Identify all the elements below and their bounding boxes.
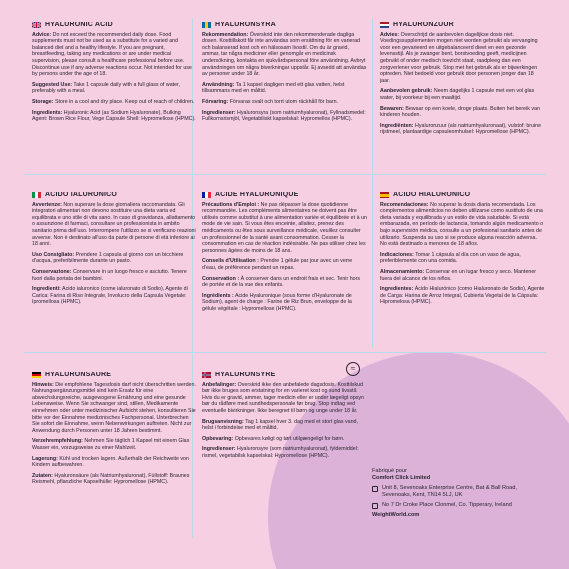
info-paragraph (380, 32, 545, 85)
spain-flag-icon (380, 192, 389, 198)
paragraph-text: Opbevares køligt og tørt utilgængeligt for børn. (234, 435, 345, 442)
paragraph-label: Zutaten: (32, 472, 53, 479)
language-panel (202, 192, 367, 317)
manufacturer-address (372, 468, 532, 519)
paragraph-label: Advice: (32, 31, 52, 38)
paragraph-label: Ingredienti: (32, 286, 61, 293)
paragraph-label: Indicaciones: (380, 251, 414, 258)
paragraph-label: Avvertenze: (32, 201, 62, 208)
paragraph-text: No superar la dosis diaria recomendada. Los complementos alimenticios no deben utilizarse como sustituto de una dieta variada y equilibrada y un estilo de vida saludable. Si está embarazada, en período de lactancia, tomando algún medicamento o bajo supervisión médica, consulte a un profesional sanitario antes de utilizarlo. Suspenda su uso si se produce alguna reacción adversa. No está destinado a menores de 18 años. (380, 201, 544, 248)
paragraph-text: Överskrid inte den rekommenderade dagliga dosen. Kosttillskott får inte användas som ersättning för en varierad och balanserad kost och en hälsosam livsstil. Om du är gravid, ammar, tar några mediciner eller genomgår en medicinsk undersökning, kontakta en sjukvårdspersonal före användning. Avbryt användningen om några biverkningar uppstår. Ej avsedd att användas av personer under 18 år. (202, 31, 367, 78)
panel-title: ÁCIDO HIALURÓNICO (393, 192, 471, 198)
info-paragraph (32, 202, 197, 248)
language-panel (380, 192, 545, 310)
info-paragraph (32, 32, 197, 78)
info-paragraph (380, 286, 545, 306)
paragraph-label: Conservazione: (32, 268, 72, 275)
panel-title: HYALURONSÄURE (45, 372, 112, 378)
paragraph-label: Rekommendation: (202, 31, 249, 38)
paragraph-text: Hyaluronic Acid (as Sodium Hyaluronate), Bulking Agent: Brown Rice Flour, Vege Capsule Shell: Hypromellose (HPMC). (32, 109, 196, 123)
info-paragraph (32, 382, 197, 435)
website-link[interactable]: WeightWorld.com (372, 512, 420, 518)
panel-title: HYALURONSYRA (215, 22, 276, 28)
paragraph-text: Take 1 capsule daily with a full glass of water, preferably with a meal. (32, 81, 181, 95)
paragraph-label: Förvaring: (202, 98, 229, 105)
paragraph-text: Ne pas dépasser la dose quotidienne recommandée. Les compléments alimentaires ne doivent pas être utilisés comme substitut à une alimentation variée et équilibrée et à un mode de vie sain. Si vous êtes enceinte, allaitez, prenez des médicaments ou êtes sous surveillance médicale, veuillez consulter un professionnel de la santé avant consommation. Cesser la consommation en cas de réaction indésirable. Ne pas utiliser chez les personnes âgées de moins de 18 ans. (202, 201, 367, 254)
factory-icon (372, 503, 378, 509)
made-for-label: Fabriqué pour (372, 468, 407, 474)
info-paragraph (202, 258, 367, 271)
info-paragraph (380, 202, 545, 248)
paragraph-label: Conservation : (202, 275, 240, 282)
panel-title: HYALURONSYRE (215, 372, 276, 378)
flag-icon (202, 192, 211, 198)
paragraph-label: Précautions d'Emploi : (202, 201, 260, 208)
paragraph-text: Förvaras svalt och torrt utom räckhåll för barn. (229, 98, 339, 105)
info-paragraph (32, 286, 197, 306)
paragraph-text: Non superare la dose giornaliera raccomandata. Gli integratori alimentari non devono sostituire una dieta varia ed equilibrata e uno stile di vita sano. In caso di gravidanza, allattamento o assunzione di farmaci, consultare un professionista in ambito sanitario prima dell'uso. Interrompere l'utilizzo se si verificano reazioni avverse. Non è destinato all'uso da parte di persone di età inferiore ai 18 anni. (32, 201, 196, 248)
paragraph-text: Overschrijd de aanbevolen dagelijkse dosis niet. Voedingssupplementen mogen niet worden gebruikt als vervanging voor een gevarieerd en uitgebalanceerd dieet en een gezonde levensstijl. Als je zwanger bent, borstvoeding geeft, medicijnen gebruikt of onder medisch toezicht staat, raadpleeg dan een zorgverlener voor gebruik. Stop met het gebruik als er bijwerkingen optreden. Niet bedoeld voor gebruik door personen jonger dan 18 jaar. (380, 31, 538, 84)
paragraph-label: Opbevaring: (202, 435, 234, 442)
address-uk (372, 485, 532, 499)
info-paragraph (380, 252, 545, 265)
info-paragraph (380, 269, 545, 282)
paragraph-text: Overskrid ikke den anbefalede dagsdosis. Kosttilskud bør ikke bruges som erstatning for en varieret kost og sund livsstil. Hvis du er gravid, ammer, tager medicin eller er under lægeligt opsyn bør du rådføre med sundhedspersonale før brug. Stop indtag ved eventuelle bivirkninger. Ikke beregnet til børn og unge under 18 år. (202, 381, 364, 414)
paragraph-text: Conservare in un luogo fresco e asciutto. Tenere fuori dalla portata dei bambini. (32, 268, 187, 282)
paragraph-text: Bewaar op een koele, droge plaats. Buiten het bereik van kinderen houden. (380, 105, 540, 119)
paragraph-text: Hyaluronzuur (als natriumhyaluronaat), vulstof: bruine rijstmeel, plantaardige capsuleomhulsel: Hypromellose (HPMC). (380, 122, 542, 136)
info-paragraph (202, 382, 367, 415)
panel-header (202, 22, 367, 29)
paragraph-label: Brugsanvisning: (202, 418, 244, 425)
paragraph-text: Acido ialuronico (come ialuronato di Sodio), Agente di Carica: Farina di Riso Integrale, Involucro della Capsula Vegetale: Ipromellosa (HPMC). (32, 286, 188, 306)
paragraph-label: Ingrediënten: (380, 122, 414, 129)
language-panel (32, 192, 197, 310)
paragraph-text: Hyaluronsäure (als Natriumhyaluronat), Füllstoff: Braunes Reismehl, pflanzliche Kapselhülle: Hypromellose (HPMC). (32, 472, 190, 486)
info-paragraph (32, 473, 197, 486)
info-paragraph (32, 269, 197, 282)
paragraph-text: Prendere 1 capsula al giorno con un bicchiere d'acqua, preferibilmente durante un pasto. (32, 251, 184, 265)
paragraph-text: Die empfohlene Tagesdosis darf nicht überschritten werden. Nahrungsergänzungsmittel sind kein Ersatz für eine abwechslungsreiche, ausgewogene Ernährung und eine gesunde Lebensweise. Wenn Sie schwanger sind, stillen, Medikamente einnehmen oder unter medizinischer Aufsicht stehen, konsultieren Sie bitte vor der Einnahme medizinisches Fachpersonal. Unterbrechen Sie sofort die Einnahme, wenn Nebenwirkungen auftreten. Nicht zur Anwendung durch Personen unter 18 Jahren bestimmt. (32, 381, 196, 434)
paragraph-label: Uso Consigliato: (32, 251, 75, 258)
info-paragraph (202, 99, 367, 106)
paragraph-text: Acide Hyaluronique (sous forme d'Hyaluronate de Sodium), agent de charge : Farine de Riz Brun, enveloppe de la gélule végétale : Hypromellose (HPMC). (202, 292, 352, 312)
paragraph-label: Ingredienser: (202, 109, 236, 116)
info-paragraph (202, 293, 367, 313)
norway-flag-icon (202, 372, 211, 378)
paragraph-text: Ta 1 kapsel dagligen med ett glas vatten, helst tillsammans med en måltid. (202, 81, 345, 95)
paragraph-text: À conserver dans un endroit frais et sec. Tenir hors de portée et de la vue des enfants. (202, 275, 361, 289)
grid-divider-horizontal-1 (24, 174, 546, 175)
info-paragraph (32, 252, 197, 265)
paragraph-text: Tomar 1 cápsula al día con un vaso de agua, preferiblemente con una comida. (380, 251, 521, 265)
address-ireland (372, 502, 532, 509)
paragraph-label: Användning: (202, 81, 235, 88)
paragraph-text: Neem dagelijks 1 capsule met een vol glas water, bij voorkeur bij een maaltijd. (380, 88, 535, 101)
panel-title: ACIDO IALURONICO (45, 192, 118, 198)
paragraph-label: Advies: (380, 31, 400, 38)
paragraph-text: Hyaluronsyra (som natriumhyaluronat), Fyllnadsmedel: Fullkornsrismjöl, Vegetabiliskt kapselskal: Hypromellos (HPMC). (202, 109, 366, 123)
info-paragraph (32, 438, 197, 451)
panel-header (380, 192, 545, 199)
flag-icon (32, 372, 41, 378)
language-panel (380, 22, 545, 140)
panel-header (380, 22, 545, 29)
paragraph-label: Recomendaciones: (380, 201, 429, 208)
paragraph-label: Almacenamiento: (380, 268, 425, 275)
info-paragraph (202, 419, 367, 432)
paragraph-label: Verzehrempfehlung: (32, 438, 83, 445)
panel-header (202, 372, 367, 379)
wave-symbol-icon: ≈ (346, 362, 360, 376)
info-paragraph (380, 88, 545, 101)
info-paragraph (32, 82, 197, 95)
paragraph-text: Prendre 1 gélule par jour avec un verre d'eau, de préférence pendant un repas. (202, 258, 353, 271)
info-paragraph (32, 110, 197, 123)
panel-header (32, 22, 197, 29)
paragraph-label: Lagerung: (32, 455, 58, 462)
factory-icon (372, 486, 378, 492)
info-paragraph (380, 106, 545, 119)
paragraph-label: Conseils d'Utilisation : (202, 258, 259, 265)
panel-header (32, 372, 197, 379)
panel-header (32, 192, 197, 199)
language-panel (202, 22, 367, 127)
paragraph-label: Ingredienser: (202, 446, 236, 453)
paragraph-label: Suggested Use: (32, 81, 73, 88)
paragraph-label: Storage: (32, 98, 54, 105)
paragraph-text: Kühl und trocken lagern. Außerhalb der Reichweite von Kindern aufbewahren. (32, 455, 189, 469)
info-paragraph (32, 456, 197, 469)
language-panel (32, 372, 197, 490)
paragraph-text: Nehmen Sie täglich 1 Kapsel mit einem Glas Wasser ein, vorzugsweise zu einer Mahlzeit. (32, 438, 190, 451)
paragraph-text: Tag 1 kapsel hver 3. dag med et stort glas vand, helst i forbindelse med et måltid. (202, 418, 358, 432)
panel-header (202, 192, 367, 199)
paragraph-label: Aanbevolen gebruik: (380, 88, 433, 95)
info-paragraph (32, 99, 197, 106)
info-paragraph (202, 82, 367, 95)
panel-title: ACIDE HYALURONIQUE (215, 192, 299, 198)
uk-flag-icon (32, 22, 41, 28)
language-panel (202, 372, 367, 464)
info-paragraph (202, 202, 367, 255)
address-ireland-text: No 7 Dr Croke Place Clonmel, Co. Tipperary, Ireland (382, 502, 512, 508)
info-paragraph (202, 436, 367, 443)
panel-title: HYALURONZUUR (393, 22, 454, 28)
panel-title: HYALURONIC ACID (45, 22, 113, 28)
paragraph-label: Ingredientes: (380, 286, 414, 293)
info-paragraph (202, 110, 367, 123)
paragraph-text: Conservar en un lugar fresco y seco. Mantener fuera del alcance de los niños. (380, 268, 537, 282)
grid-divider-horizontal-2 (24, 352, 546, 353)
info-paragraph (202, 276, 367, 289)
flag-icon (380, 22, 389, 28)
address-uk-text: Unit 8, Sevenoaks Enterprise Centre, Bat & Ball Road, Sevenoaks, Kent, TN14 5LJ, UK (382, 485, 517, 498)
info-paragraph (202, 446, 367, 459)
paragraph-text: Ácido Hialurónico (como Hialuronato de Sodio), Agente de Carga: Harina de Arroz Integral, Cubierta Vegetal de la Cápsula: Hipromelosa (HPMC). (380, 286, 545, 306)
flag-icon (32, 192, 41, 198)
paragraph-text: Hyaluronsyre (som natriumhyaluronat), fyldemiddel: rismel, vegetabilsk kapselskal: Hypromellose (HPMC). (202, 446, 359, 459)
grid-divider-vertical-2 (372, 18, 373, 348)
paragraph-label: Ingrédients : (202, 292, 234, 299)
paragraph-label: Anbefalinger: (202, 381, 237, 388)
paragraph-text: Store in a cool and dry place. Keep out of reach of children. (54, 98, 195, 105)
company-name: Comfort Click Limited (372, 475, 431, 481)
flag-icon (202, 22, 211, 28)
paragraph-label: Bewaren: (380, 105, 404, 112)
info-paragraph (202, 32, 367, 78)
info-paragraph (380, 123, 545, 136)
paragraph-label: Hinweis: (32, 381, 54, 388)
language-panel (32, 22, 197, 127)
paragraph-label: Ingredients: (32, 109, 63, 116)
paragraph-text: Do not exceed the recommended daily dose. Food supplements must not be used as a substitute for a varied and balanced diet and a healthy lifestyle. If you are pregnant, breastfeeding, taking any medications or are under medical supervision, please consult a healthcare professional before use. Discontinue use if any adverse reactions occur. Not intended for use by persons under the age of 18. (32, 31, 192, 78)
